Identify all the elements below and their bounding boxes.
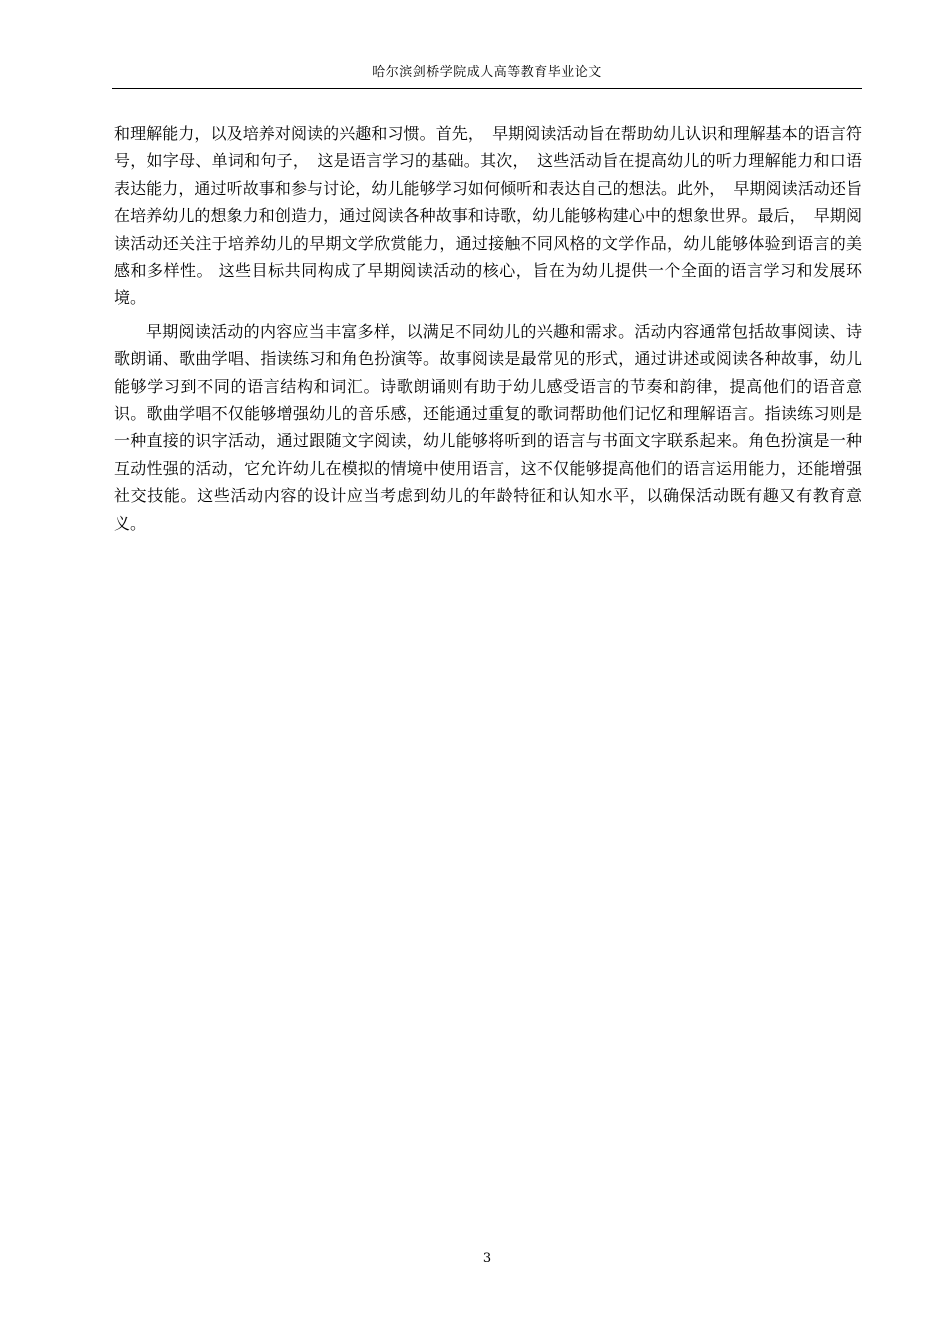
page-header: 哈尔滨剑桥学院成人高等教育毕业论文 — [372, 65, 602, 80]
header-divider — [112, 88, 862, 89]
paragraph-activity-content: 早期阅读活动的内容应当丰富多样，以满足不同幼儿的兴趣和需求。活动内容通常包括故事阅读、诗歌朗诵、歌曲学唱、指读练习和角色扮演等。故事阅读是最常见的形式，通过讲述或阅读各种故事，幼儿能够学习到不同的语言结构和词汇。诗歌朗诵则有助于幼儿感受语言的节奏和韵律，提高他们的语音意识。歌曲学唱不仅能够增强幼儿的音乐感，还能通过重复的歌词帮助他们记忆和理解语言。指读练习则是一种直接的识字活动，通过跟随文字阅读，幼儿能够将听到的语言与书面文字联系起来。角色扮演是一种互动性强的活动，它允许幼儿在模拟的情境中使用语言，这不仅能够提高他们的语言运用能力，还能增强社交技能。这些活动内容的设计应当考虑到幼儿的年龄特征和认知水平，以确保活动既有趣又有教育意义。 — [114, 321, 862, 533]
page-number: 3 — [482, 1251, 492, 1266]
body-text — [114, 120, 862, 543]
paragraph-continued: 和理解能力，以及培养对阅读的兴趣和习惯。首先， 早期阅读活动旨在帮助幼儿认识和理解基本的语言符号，如字母、单词和句子， 这是语言学习的基础。其次， 这些活动旨在提高幼儿的听力理解能力和口语表达能力，通过听故事和参与讨论，幼儿能够学习如何倾听和表达自己的想法。此外， 早期阅读活动还旨在培养幼儿的想象力和创造力，通过阅读各种故事和诗歌，幼儿能够构建心中的想象世界。最后， 早期阅读活动还关注于培养幼儿的早期文学欣赏能力，通过接触不同风格的文学作品，幼儿能够体验到语言的美感和多样性。 这些目标共同构成了早期阅读活动的核心，旨在为幼儿提供一个全面的语言学习和发展环 境。 — [114, 124, 862, 308]
